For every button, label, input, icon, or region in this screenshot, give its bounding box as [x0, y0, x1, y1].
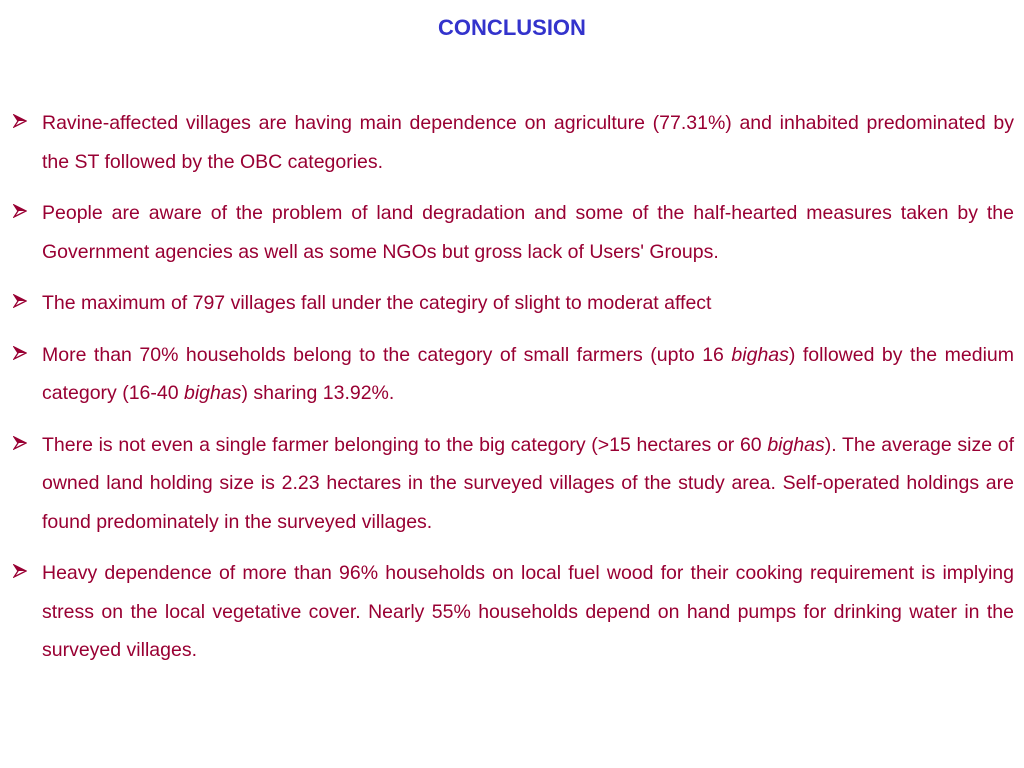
bullet-item — [10, 284, 1014, 323]
bullet-text — [42, 292, 711, 314]
bullet-text-segment: The maximum of 797 villages fall under the categiry of slight to moderat affect — [42, 292, 712, 314]
conclusion-bullet-list — [10, 104, 1014, 683]
bullet-text-italic: bighas — [184, 382, 242, 404]
bullet-text — [42, 344, 1014, 405]
arrowhead-bullet-icon — [10, 284, 30, 323]
bullet-text — [42, 434, 1014, 533]
bullet-text-italic: bighas — [731, 343, 789, 366]
arrowhead-bullet-icon — [10, 426, 30, 465]
bullet-text-segment: There is not even a single farmer belonging to the big category (>15 hectares or 60 — [42, 433, 768, 456]
bullet-text-italic: bighas — [767, 433, 825, 456]
bullet-text-segment: ) sharing 13.92%. — [241, 382, 395, 404]
slide-title: CONCLUSION — [438, 15, 586, 40]
arrowhead-bullet-icon — [10, 554, 30, 593]
arrowhead-bullet-icon — [10, 336, 30, 375]
bullet-text-segment: Heavy dependence of more than 96% households on local fuel wood for their cooking requirement is implying stress on the local vegetative cover. Nearly 55% households depend on hand pumps for drinking water in the surveyed villages. — [42, 562, 1014, 661]
bullet-item — [10, 554, 1014, 670]
bullet-text-segment: People are aware of the problem of land degradation and some of the half-hearted measures taken by the Government agencies as well as some NGOs but gross lack of Users' Groups. — [42, 202, 1014, 263]
bullet-text — [42, 112, 1014, 173]
arrowhead-bullet-icon — [10, 194, 30, 233]
bullet-text-segment: More than 70% households belong to the category of small farmers (upto 16 — [42, 343, 732, 366]
bullet-text-segment: ) followed by the medium category (16-40 — [42, 343, 1014, 404]
bullet-item — [10, 194, 1014, 271]
bullet-text — [42, 562, 1014, 661]
bullet-text — [42, 202, 1014, 263]
bullet-text-segment: Ravine-affected villages are having main dependence on agriculture (77.31%) and inhabited predominated by the ST followed by the OBC categories. — [42, 112, 1014, 173]
bullet-item — [10, 336, 1014, 413]
bullet-text-segment: ). The average size of owned land holding size is 2.23 hectares in the surveyed villages of the study area. Self-operated holdings are found predominately in the surveyed villages. — [42, 433, 1014, 533]
bullet-item — [10, 104, 1014, 181]
bullet-item — [10, 426, 1014, 542]
arrowhead-bullet-icon — [10, 104, 30, 143]
